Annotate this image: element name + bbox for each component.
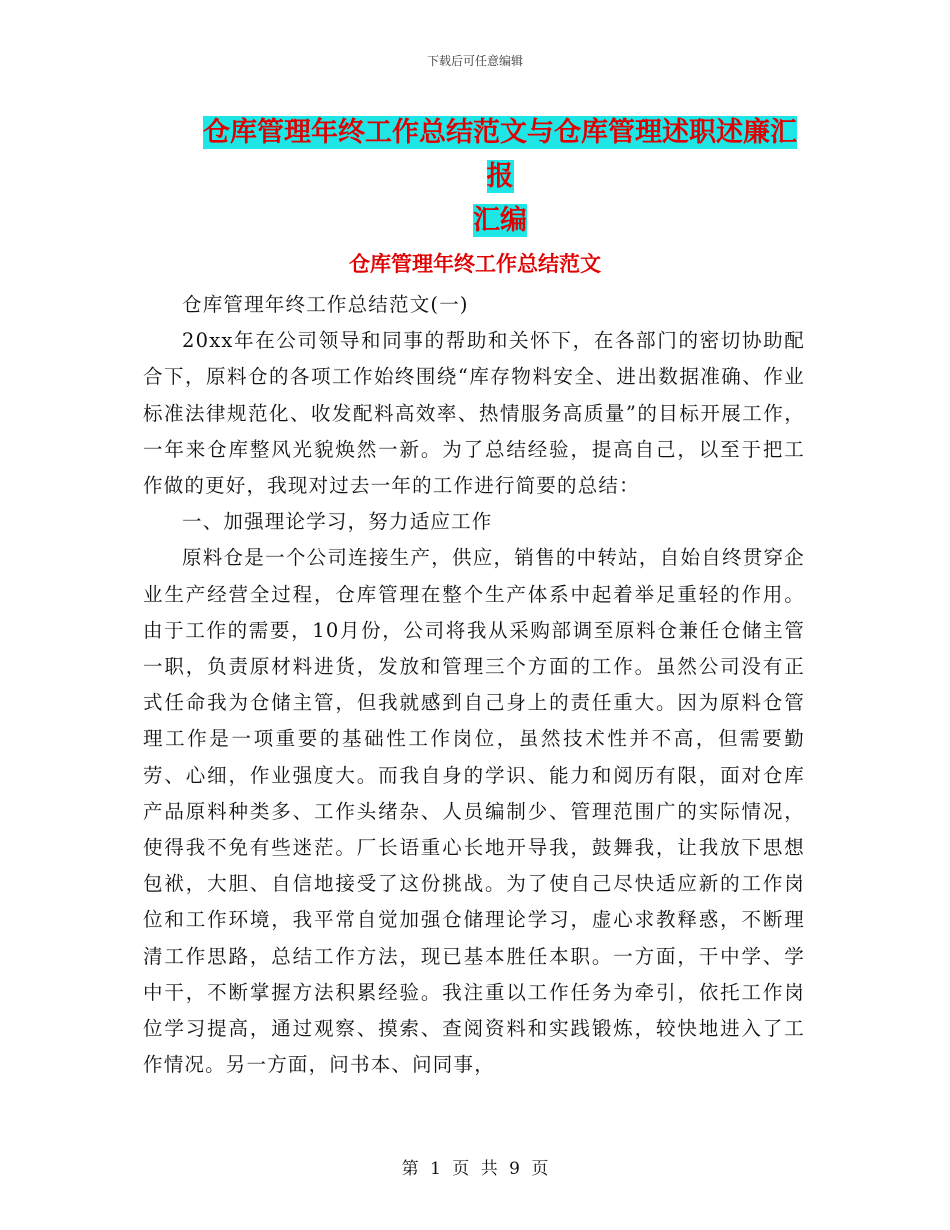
document-title-line1: 仓库管理年终工作总结范文与仓库管理述职述廉汇报 (203, 117, 797, 192)
subtitle-paragraph: 仓库管理年终工作总结范文(一) (182, 293, 469, 316)
header-note: 下载后可任意编辑 (426, 54, 523, 68)
document-title-line2: 汇编 (473, 205, 527, 236)
section-title: 仓库管理年终工作总结范文 (349, 252, 601, 276)
body-paragraph: 原料仓是一个公司连接生产，供应，销售的中转站，自始自终贯穿企业生产经营全过程，仓库管理在整个生产体系中起着举足重轻的作用。由于工作的需要，10月份，公司将我从采购部调至原料仓兼任仓储主管一职，负责原材料进货，发放和管理三个方面的工作。虽然公司没有正式任命我为仓储主管，但我就感到自己身上的责任重大。因为原料仓管理工作是一项重要的基础性工作岗位，虽然技术性并不高，但需要勤劳、心细，作业强度大。而我自身的学识、能力和阅历有限，面对仓库产品原料种类多、工作头绪杂、人员编制少、管理范围广的实际情况，使得我不免有些迷茫。厂长语重心长地开导我，鼓舞我，让我放下思想包袱，大胆、自信地接受了这份挑战。为了使自己尽快适应新的工作岗位和工作环境，我平常自觉加强仓储理论学习，虚心求教释惑，不断理清工作思路，总结工作方法，现已基本胜任本职。一方面，干中学、学中干，不断掌握方法积累经验。我注重以工作任务为牵引，依托工作岗位学习提高，通过观察、摸索、查阅资料和实践锻炼，较快地进入了工作情况。另一方面，问书本、问同事， (143, 546, 805, 1077)
document-title (190, 111, 810, 243)
body-paragraph: 20xx年在公司领导和同事的帮助和关怀下，在各部门的密切协助配合下，原料仓的各项工作始终围绕“库存物料安全、进出数据准确、作业标准法律规范化、收发配料高效率、热情服务高质量”的目标开展工作，一年来仓库整风光貌焕然一新。为了总结经验，提高自己，以至于把工作做的更好，我现对过去一年的工作进行简要的总结： (143, 329, 805, 498)
page-number: 第 1 页 共 9 页 (401, 1159, 549, 1179)
document-body (143, 287, 805, 1083)
heading-paragraph: 一、加强理论学习，努力适应工作 (182, 510, 493, 534)
